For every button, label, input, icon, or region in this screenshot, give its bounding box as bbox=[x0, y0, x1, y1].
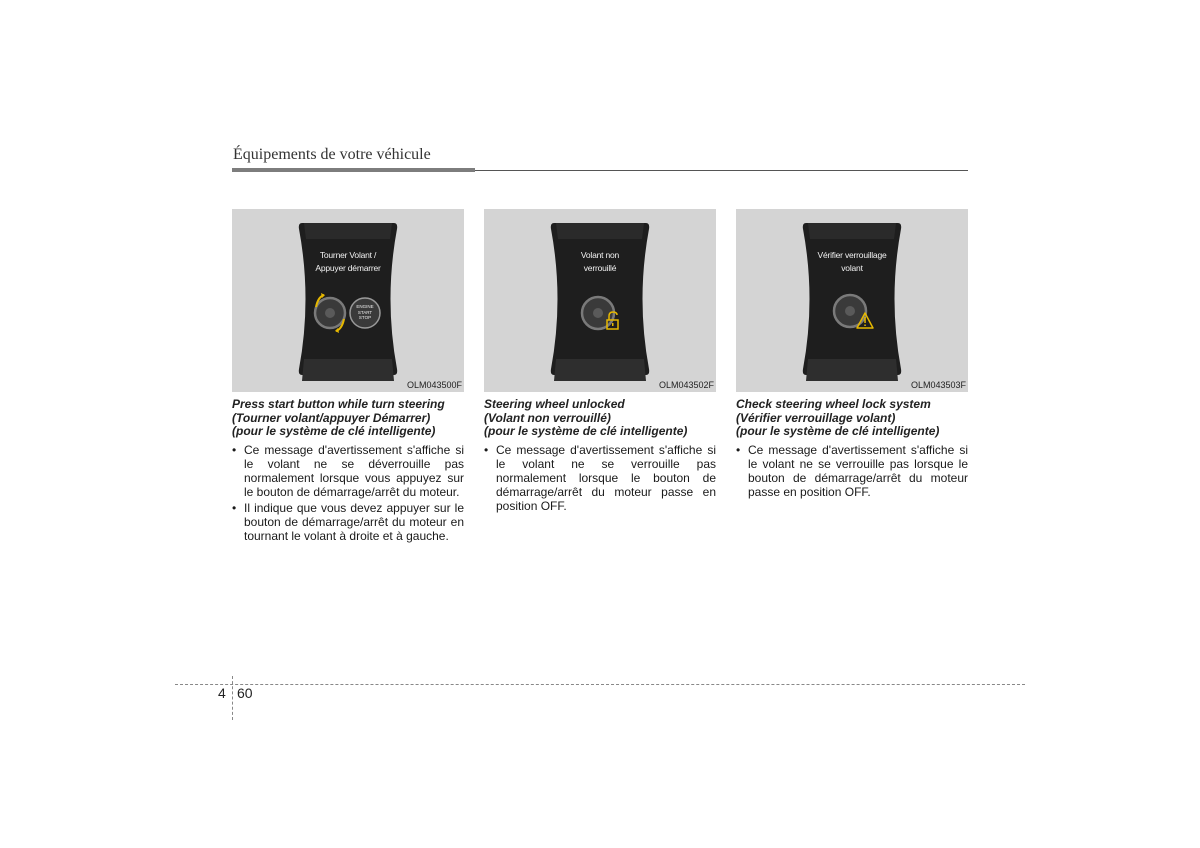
steering-wheel-warning-icon bbox=[736, 209, 968, 392]
bullet-text: Ce message d'avertissement s'affiche si le volant ne se verrouille pas lorsque le bouton de démarrage/arrêt du moteur passe en position OFF. bbox=[748, 442, 968, 499]
caption-line: Check steering wheel lock system bbox=[736, 397, 931, 411]
bullet-list bbox=[484, 443, 716, 513]
figure-turn-steering bbox=[232, 209, 464, 392]
page-number: 60 bbox=[237, 685, 253, 701]
footer-vertical-divider bbox=[232, 676, 233, 720]
column-1 bbox=[232, 209, 464, 545]
caption-line: (pour le système de clé intelligente) bbox=[484, 424, 688, 438]
lcd-message-line: Volant non bbox=[580, 250, 620, 260]
column-3 bbox=[736, 209, 968, 501]
figure-code: OLM043500F bbox=[406, 380, 462, 390]
caption-line: (Vérifier verrouillage volant) bbox=[736, 410, 896, 425]
bullet-item: • Ce message d'avertissement s'affiche si le volant ne se verrouille pas normalement lorsque le bouton de démarrage/arrêt du moteur passe en position OFF. bbox=[484, 442, 716, 513]
bullet-list bbox=[232, 443, 464, 543]
page-header-title: Équipements de votre véhicule bbox=[233, 146, 431, 163]
chapter-number: 4 bbox=[218, 685, 226, 701]
header-rule-thin bbox=[475, 170, 968, 171]
caption bbox=[232, 398, 464, 439]
column-2 bbox=[484, 209, 716, 515]
bullet-text: Ce message d'avertissement s'affiche si le volant ne se déverrouille pas normalement lorsque vous appuyez sur le bouton de démarrage/arrêt du moteur. bbox=[244, 442, 464, 499]
header-rule-thick bbox=[232, 168, 475, 172]
caption-line: Steering wheel unlocked bbox=[484, 397, 625, 411]
figure-code: OLM043502F bbox=[658, 380, 714, 390]
lcd-message-line: Appuyer démarrer bbox=[315, 263, 381, 273]
button-label-line: STOP bbox=[358, 315, 372, 320]
caption-line: (Volant non verrouillé) bbox=[484, 410, 611, 425]
engine-start-stop-button-icon bbox=[350, 304, 380, 321]
caption-line: Press start button while turn steering bbox=[232, 397, 445, 411]
steering-wheel-icon bbox=[232, 209, 464, 392]
figure-wheel-unlocked bbox=[484, 209, 716, 392]
caption-line: (pour le système de clé intelligente) bbox=[736, 424, 940, 438]
bullet-item: • Ce message d'avertissement s'affiche si le volant ne se verrouille pas lorsque le bouton de démarrage/arrêt du moteur passe en position OFF. bbox=[736, 442, 968, 499]
bullet-list bbox=[736, 443, 968, 499]
button-label-line: ENGINE bbox=[356, 304, 374, 309]
caption bbox=[736, 398, 968, 439]
lcd-message-line: Tourner Volant / bbox=[319, 250, 377, 260]
bullet-text: Il indique que vous devez appuyer sur le bouton de démarrage/arrêt du moteur en tournant le volant à droite et à gauche. bbox=[244, 500, 464, 543]
steering-wheel-unlocked-icon bbox=[484, 209, 716, 392]
lcd-message-line: Vérifier verrouillage bbox=[817, 250, 887, 260]
lcd-message-line: verrouillé bbox=[583, 263, 617, 273]
figure-check-lock-system bbox=[736, 209, 968, 392]
caption-line: (pour le système de clé intelligente) bbox=[232, 424, 436, 438]
figure-code: OLM043503F bbox=[910, 380, 966, 390]
bullet-item: • Il indique que vous devez appuyer sur le bouton de démarrage/arrêt du moteur en tournant le volant à droite et à gauche. bbox=[232, 500, 464, 543]
footer-divider bbox=[175, 684, 1025, 685]
caption-line: (Tourner volant/appuyer Démarrer) bbox=[232, 410, 431, 425]
bullet-item: • Ce message d'avertissement s'affiche si le volant ne se déverrouille pas normalement lorsque vous appuyez sur le bouton de démarrage/arrêt du moteur. bbox=[232, 442, 464, 499]
button-label-line: START bbox=[357, 309, 373, 315]
bullet-text: Ce message d'avertissement s'affiche si le volant ne se verrouille pas normalement lorsque le bouton de démarrage/arrêt du moteur passe en position OFF. bbox=[496, 442, 716, 513]
caption bbox=[484, 398, 716, 439]
lcd-message-line: volant bbox=[841, 263, 863, 273]
